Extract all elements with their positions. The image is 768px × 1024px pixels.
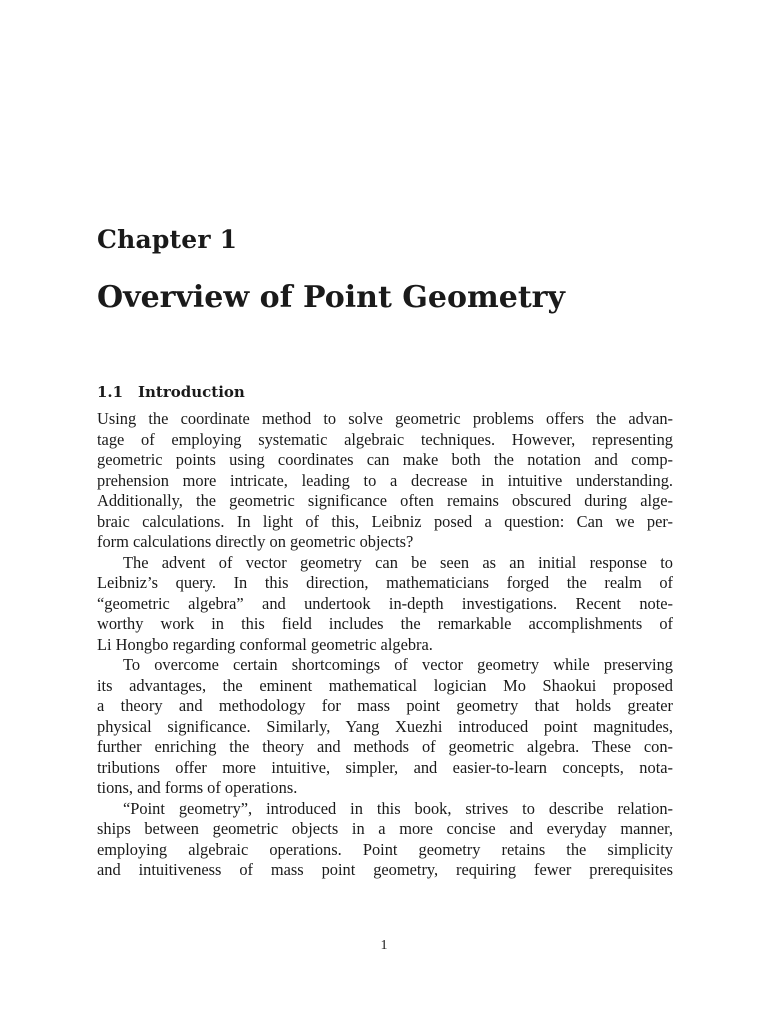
paragraph: [97, 409, 673, 553]
text-line: tributions offer more intuitive, simpler, and easier-to-learn concepts, nota-: [97, 757, 673, 777]
chapter-label: Chapter 1: [97, 225, 238, 254]
section-title: Introduction: [138, 383, 245, 401]
text-line: worthy work in this field includes the remarkable accomplishments of: [97, 614, 673, 633]
text-line: prehension more intricate, leading to a decrease in intuitive understanding.: [97, 470, 673, 490]
text-line: Li Hongbo regarding conformal geometric algebra.: [97, 634, 433, 654]
text-line: form calculations directly on geometric objects?: [97, 532, 414, 551]
text-line: tage of employing systematic algebraic techniques. However, representing: [97, 429, 673, 449]
text-line: tions, and forms of operations.: [97, 778, 298, 797]
text-line: geometric points using coordinates can make both the notation and comp-: [97, 450, 673, 469]
text-line: a theory and methodology for mass point geometry that holds greater: [97, 696, 673, 715]
text-line: braic calculations. In light of this, Leibniz posed a question: Can we per-: [97, 511, 673, 531]
paragraph: [97, 655, 673, 799]
body-text: [97, 409, 673, 881]
paragraph: [97, 799, 673, 881]
text-line: The advent of vector geometry can be seen as an initial response to: [123, 552, 673, 572]
text-line: its advantages, the eminent mathematical logician Mo Shaokui proposed: [97, 675, 673, 695]
text-line: “Point geometry”, introduced in this book, strives to describe relation-: [123, 798, 673, 818]
text-line: “geometric algebra” and undertook in-depth investigations. Recent note-: [97, 593, 673, 613]
chapter-title: Overview of Point Geometry: [97, 280, 565, 315]
text-line: physical significance. Similarly, Yang Xuezhi introduced point magnitudes,: [97, 716, 673, 736]
text-line: ships between geometric objects in a more concise and everyday manner,: [97, 819, 673, 838]
text-line: employing algebraic operations. Point geometry retains the simplicity: [97, 839, 673, 859]
section-heading: [97, 381, 245, 403]
text-line: Using the coordinate method to solve geometric problems offers the advan-: [97, 409, 673, 428]
text-line: and intuitiveness of mass point geometry, requiring fewer prerequisites: [97, 860, 673, 879]
section-number: 1.1: [97, 383, 124, 401]
text-line: further enriching the theory and methods of geometric algebra. These con-: [97, 737, 673, 756]
text-line: To overcome certain shortcomings of vector geometry while preserving: [123, 655, 673, 674]
page-number: 1: [380, 938, 388, 953]
text-line: Additionally, the geometric significance often remains obscured during alge-: [97, 491, 673, 510]
text-line: Leibniz’s query. In this direction, mathematicians forged the realm of: [97, 573, 673, 592]
paragraph: [97, 553, 673, 656]
